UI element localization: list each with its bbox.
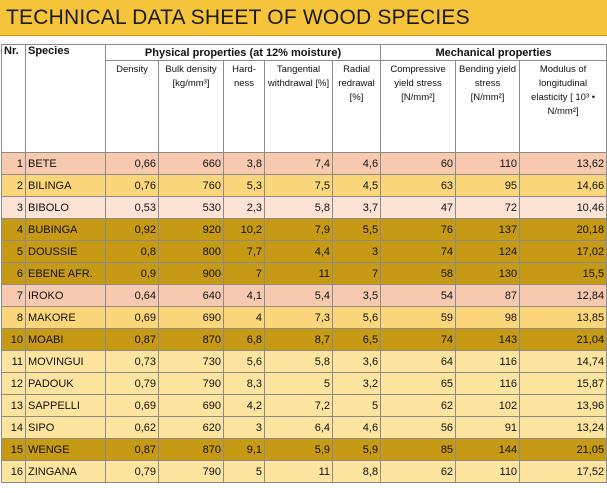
cell-density: 0,69 [106, 395, 159, 417]
cell-bending-yield-stress: 137 [456, 219, 520, 241]
cell-modulus-elasticity: 14,74 [520, 351, 607, 373]
cell-modulus-elasticity: 21,05 [520, 439, 607, 461]
cell-nr: 7 [2, 285, 26, 307]
cell-species: PADOUK [26, 373, 106, 395]
table-row [2, 373, 607, 395]
cell-compressive-yield-stress: 62 [381, 395, 456, 417]
cell-species: MAKORE [26, 307, 106, 329]
cell-compressive-yield-stress: 64 [381, 351, 456, 373]
table-row [2, 219, 607, 241]
cell-species: BUBINGA [26, 219, 106, 241]
cell-species: SIPO [26, 417, 106, 439]
cell-nr: 2 [2, 175, 26, 197]
cell-tangential-withdrawal: 5,4 [265, 285, 333, 307]
wood-species-table [1, 44, 607, 483]
cell-radial-redrawal: 4,6 [333, 417, 381, 439]
cell-tangential-withdrawal: 5,8 [265, 197, 333, 219]
header-hardness: Hard-ness [224, 61, 265, 153]
cell-bulk-density: 900 [159, 263, 224, 285]
cell-modulus-elasticity: 17,52 [520, 461, 607, 483]
cell-compressive-yield-stress: 76 [381, 219, 456, 241]
cell-modulus-elasticity: 14,66 [520, 175, 607, 197]
cell-radial-redrawal: 4,5 [333, 175, 381, 197]
table-row [2, 307, 607, 329]
cell-nr: 13 [2, 395, 26, 417]
table-row [2, 439, 607, 461]
cell-species: IROKO [26, 285, 106, 307]
cell-modulus-elasticity: 20,18 [520, 219, 607, 241]
cell-bending-yield-stress: 102 [456, 395, 520, 417]
cell-nr: 6 [2, 263, 26, 285]
cell-hardness: 7,7 [224, 241, 265, 263]
cell-nr: 5 [2, 241, 26, 263]
cell-hardness: 8,3 [224, 373, 265, 395]
cell-nr: 15 [2, 439, 26, 461]
cell-density: 0,87 [106, 329, 159, 351]
table-row [2, 175, 607, 197]
cell-radial-redrawal: 4,6 [333, 153, 381, 175]
table-row [2, 329, 607, 351]
table-row [2, 263, 607, 285]
cell-species: MOABI [26, 329, 106, 351]
cell-radial-redrawal: 3 [333, 241, 381, 263]
cell-bulk-density: 790 [159, 373, 224, 395]
cell-hardness: 2,3 [224, 197, 265, 219]
cell-compressive-yield-stress: 59 [381, 307, 456, 329]
cell-hardness: 3,8 [224, 153, 265, 175]
cell-species: WENGE [26, 439, 106, 461]
header-mechanical-properties: Mechanical properties [381, 45, 607, 61]
header-modulus-elasticity: Modulus of longitudinal elasticity [ 10³ • N/mm²] [520, 61, 607, 153]
table-row [2, 153, 607, 175]
cell-bulk-density: 730 [159, 351, 224, 373]
cell-bulk-density: 660 [159, 153, 224, 175]
cell-compressive-yield-stress: 47 [381, 197, 456, 219]
cell-modulus-elasticity: 10,46 [520, 197, 607, 219]
title-banner [0, 0, 607, 36]
cell-species: DOUSSIE [26, 241, 106, 263]
cell-hardness: 5,6 [224, 351, 265, 373]
cell-tangential-withdrawal: 7,3 [265, 307, 333, 329]
cell-hardness: 10,2 [224, 219, 265, 241]
cell-nr: 12 [2, 373, 26, 395]
cell-density: 0,62 [106, 417, 159, 439]
cell-tangential-withdrawal: 5,9 [265, 439, 333, 461]
cell-bulk-density: 530 [159, 197, 224, 219]
cell-species: BIBOLO [26, 197, 106, 219]
cell-compressive-yield-stress: 63 [381, 175, 456, 197]
cell-bulk-density: 920 [159, 219, 224, 241]
cell-modulus-elasticity: 21,04 [520, 329, 607, 351]
cell-tangential-withdrawal: 5 [265, 373, 333, 395]
table-row [2, 285, 607, 307]
cell-radial-redrawal: 3,7 [333, 197, 381, 219]
cell-radial-redrawal: 5,9 [333, 439, 381, 461]
table-row [2, 197, 607, 219]
cell-modulus-elasticity: 13,24 [520, 417, 607, 439]
cell-modulus-elasticity: 17,02 [520, 241, 607, 263]
cell-compressive-yield-stress: 65 [381, 373, 456, 395]
cell-tangential-withdrawal: 11 [265, 263, 333, 285]
cell-density: 0,9 [106, 263, 159, 285]
cell-modulus-elasticity: 15,87 [520, 373, 607, 395]
header-nr: Nr. [2, 45, 26, 153]
cell-density: 0,76 [106, 175, 159, 197]
cell-hardness: 3 [224, 417, 265, 439]
cell-nr: 16 [2, 461, 26, 483]
cell-radial-redrawal: 5,5 [333, 219, 381, 241]
header-tangential-withdrawal: Tangential withdrawal [%] [265, 61, 333, 153]
cell-hardness: 4 [224, 307, 265, 329]
cell-bulk-density: 620 [159, 417, 224, 439]
cell-nr: 14 [2, 417, 26, 439]
cell-bulk-density: 870 [159, 329, 224, 351]
cell-bending-yield-stress: 130 [456, 263, 520, 285]
cell-hardness: 6,8 [224, 329, 265, 351]
cell-bending-yield-stress: 98 [456, 307, 520, 329]
cell-hardness: 4,2 [224, 395, 265, 417]
header-radial-redrawal: Radial redrawal [%] [333, 61, 381, 153]
cell-bending-yield-stress: 144 [456, 439, 520, 461]
cell-species: BILINGA [26, 175, 106, 197]
cell-hardness: 9,1 [224, 439, 265, 461]
cell-modulus-elasticity: 13,85 [520, 307, 607, 329]
cell-density: 0,69 [106, 307, 159, 329]
cell-species: ZINGANA [26, 461, 106, 483]
cell-tangential-withdrawal: 7,9 [265, 219, 333, 241]
cell-tangential-withdrawal: 11 [265, 461, 333, 483]
cell-modulus-elasticity: 12,84 [520, 285, 607, 307]
cell-hardness: 5,3 [224, 175, 265, 197]
cell-radial-redrawal: 8,8 [333, 461, 381, 483]
cell-compressive-yield-stress: 56 [381, 417, 456, 439]
cell-bending-yield-stress: 87 [456, 285, 520, 307]
cell-radial-redrawal: 3,6 [333, 351, 381, 373]
cell-bulk-density: 690 [159, 395, 224, 417]
cell-bending-yield-stress: 110 [456, 153, 520, 175]
cell-bending-yield-stress: 95 [456, 175, 520, 197]
cell-bulk-density: 760 [159, 175, 224, 197]
cell-tangential-withdrawal: 7,5 [265, 175, 333, 197]
cell-density: 0,92 [106, 219, 159, 241]
cell-tangential-withdrawal: 8,7 [265, 329, 333, 351]
cell-density: 0,79 [106, 461, 159, 483]
cell-bulk-density: 690 [159, 307, 224, 329]
cell-modulus-elasticity: 13,96 [520, 395, 607, 417]
cell-nr: 3 [2, 197, 26, 219]
cell-density: 0,79 [106, 373, 159, 395]
cell-bulk-density: 640 [159, 285, 224, 307]
cell-bending-yield-stress: 110 [456, 461, 520, 483]
cell-bending-yield-stress: 72 [456, 197, 520, 219]
cell-modulus-elasticity: 13,62 [520, 153, 607, 175]
page-title: TECHNICAL DATA SHEET OF WOOD SPECIES [6, 5, 470, 29]
spacer [0, 36, 607, 44]
cell-modulus-elasticity: 15,5 [520, 263, 607, 285]
cell-bulk-density: 870 [159, 439, 224, 461]
cell-nr: 11 [2, 351, 26, 373]
cell-species: MOVINGUI [26, 351, 106, 373]
header-physical-properties: Physical properties (at 12% moisture) [106, 45, 381, 61]
cell-radial-redrawal: 7 [333, 263, 381, 285]
cell-bending-yield-stress: 124 [456, 241, 520, 263]
cell-tangential-withdrawal: 7,2 [265, 395, 333, 417]
table-row [2, 351, 607, 373]
header-bending-yield-stress: Bending yield stress [N/mm²] [456, 61, 520, 153]
cell-compressive-yield-stress: 74 [381, 241, 456, 263]
cell-density: 0,64 [106, 285, 159, 307]
table-body [2, 153, 607, 483]
cell-radial-redrawal: 5 [333, 395, 381, 417]
table-row [2, 461, 607, 483]
header-compressive-yield-stress: Compressive yield stress [N/mm²] [381, 61, 456, 153]
cell-density: 0,87 [106, 439, 159, 461]
cell-compressive-yield-stress: 62 [381, 461, 456, 483]
cell-bulk-density: 790 [159, 461, 224, 483]
cell-compressive-yield-stress: 58 [381, 263, 456, 285]
cell-tangential-withdrawal: 7,4 [265, 153, 333, 175]
cell-species: EBENE AFR. [26, 263, 106, 285]
cell-bending-yield-stress: 116 [456, 351, 520, 373]
cell-compressive-yield-stress: 60 [381, 153, 456, 175]
cell-compressive-yield-stress: 54 [381, 285, 456, 307]
cell-bending-yield-stress: 116 [456, 373, 520, 395]
cell-tangential-withdrawal: 4,4 [265, 241, 333, 263]
cell-hardness: 7 [224, 263, 265, 285]
cell-bending-yield-stress: 143 [456, 329, 520, 351]
cell-hardness: 4,1 [224, 285, 265, 307]
cell-nr: 10 [2, 329, 26, 351]
cell-hardness: 5 [224, 461, 265, 483]
table-row [2, 417, 607, 439]
cell-species: SAPPELLI [26, 395, 106, 417]
cell-bending-yield-stress: 91 [456, 417, 520, 439]
header-species: Species [26, 45, 106, 153]
cell-compressive-yield-stress: 74 [381, 329, 456, 351]
cell-radial-redrawal: 3,2 [333, 373, 381, 395]
cell-compressive-yield-stress: 85 [381, 439, 456, 461]
cell-tangential-withdrawal: 6,4 [265, 417, 333, 439]
cell-density: 0,53 [106, 197, 159, 219]
table-row [2, 241, 607, 263]
header-density: Density [106, 61, 159, 153]
cell-density: 0,73 [106, 351, 159, 373]
cell-density: 0,66 [106, 153, 159, 175]
cell-bulk-density: 800 [159, 241, 224, 263]
cell-density: 0,8 [106, 241, 159, 263]
cell-nr: 4 [2, 219, 26, 241]
cell-tangential-withdrawal: 5,8 [265, 351, 333, 373]
table-row [2, 395, 607, 417]
cell-nr: 1 [2, 153, 26, 175]
cell-radial-redrawal: 5,6 [333, 307, 381, 329]
cell-radial-redrawal: 6,5 [333, 329, 381, 351]
header-bulk-density: Bulk density [kg/mm³] [159, 61, 224, 153]
cell-radial-redrawal: 3,5 [333, 285, 381, 307]
cell-nr: 8 [2, 307, 26, 329]
cell-species: BETE [26, 153, 106, 175]
